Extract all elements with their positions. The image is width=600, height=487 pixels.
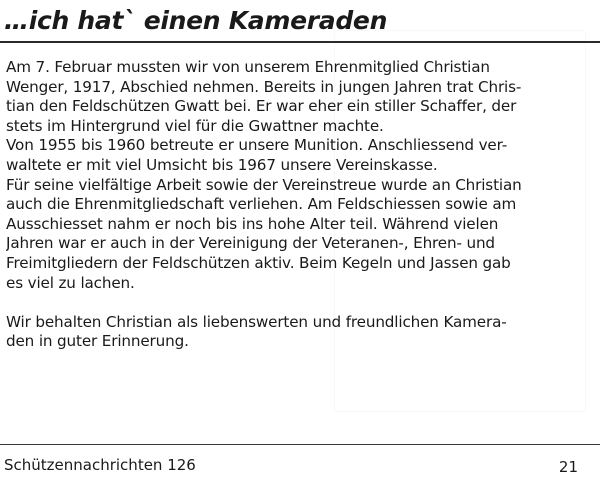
- body-line: Am 7. Februar mussten wir von unserem Ehrenmitglied Christian: [6, 58, 490, 76]
- body-line: den in guter Erinnerung.: [6, 332, 189, 351]
- body-line: Jahren war er auch in der Vereinigung der Veteranen-, Ehren- und: [6, 234, 495, 253]
- body-line: Wenger, 1917, Abschied nehmen. Bereits in jungen Jahren trat Chris-: [6, 77, 522, 96]
- body-line: Ausschiesset nahm er noch bis ins hohe Alter teil. Während vielen: [6, 214, 499, 233]
- body-line: Freimitgliedern der Feldschützen aktiv. Beim Kegeln und Jassen gab: [6, 253, 511, 272]
- body-line: Für seine vielfältige Arbeit sowie der Vereinstreue wurde an Christian: [6, 175, 522, 194]
- article-body: [6, 58, 586, 352]
- body-line: waltete er mit viel Umsicht bis 1967 unsere Vereinskasse.: [6, 155, 438, 174]
- title-divider: [0, 41, 600, 43]
- publication-name: Schützennachrichten 126: [4, 456, 196, 474]
- footer-divider: [0, 444, 600, 445]
- body-line: Von 1955 bis 1960 betreute er unsere Munition. Anschliessend ver-: [6, 136, 508, 155]
- body-line: stets im Hintergrund viel für die Gwattner machte.: [6, 116, 384, 135]
- page-number: 21: [558, 458, 578, 476]
- paragraph-gap: [6, 293, 586, 313]
- article-title: …ich hat` einen Kameraden: [4, 6, 388, 35]
- body-line: tian den Feldschützen Gwatt bei. Er war eher ein stiller Schaffer, der: [6, 97, 517, 116]
- body-line: es viel zu lachen.: [6, 273, 135, 292]
- body-line: auch die Ehrenmitgliedschaft verliehen. Am Feldschiessen sowie am: [6, 195, 517, 214]
- body-line: Wir behalten Christian als liebenswerten und freundlichen Kamera-: [6, 312, 507, 331]
